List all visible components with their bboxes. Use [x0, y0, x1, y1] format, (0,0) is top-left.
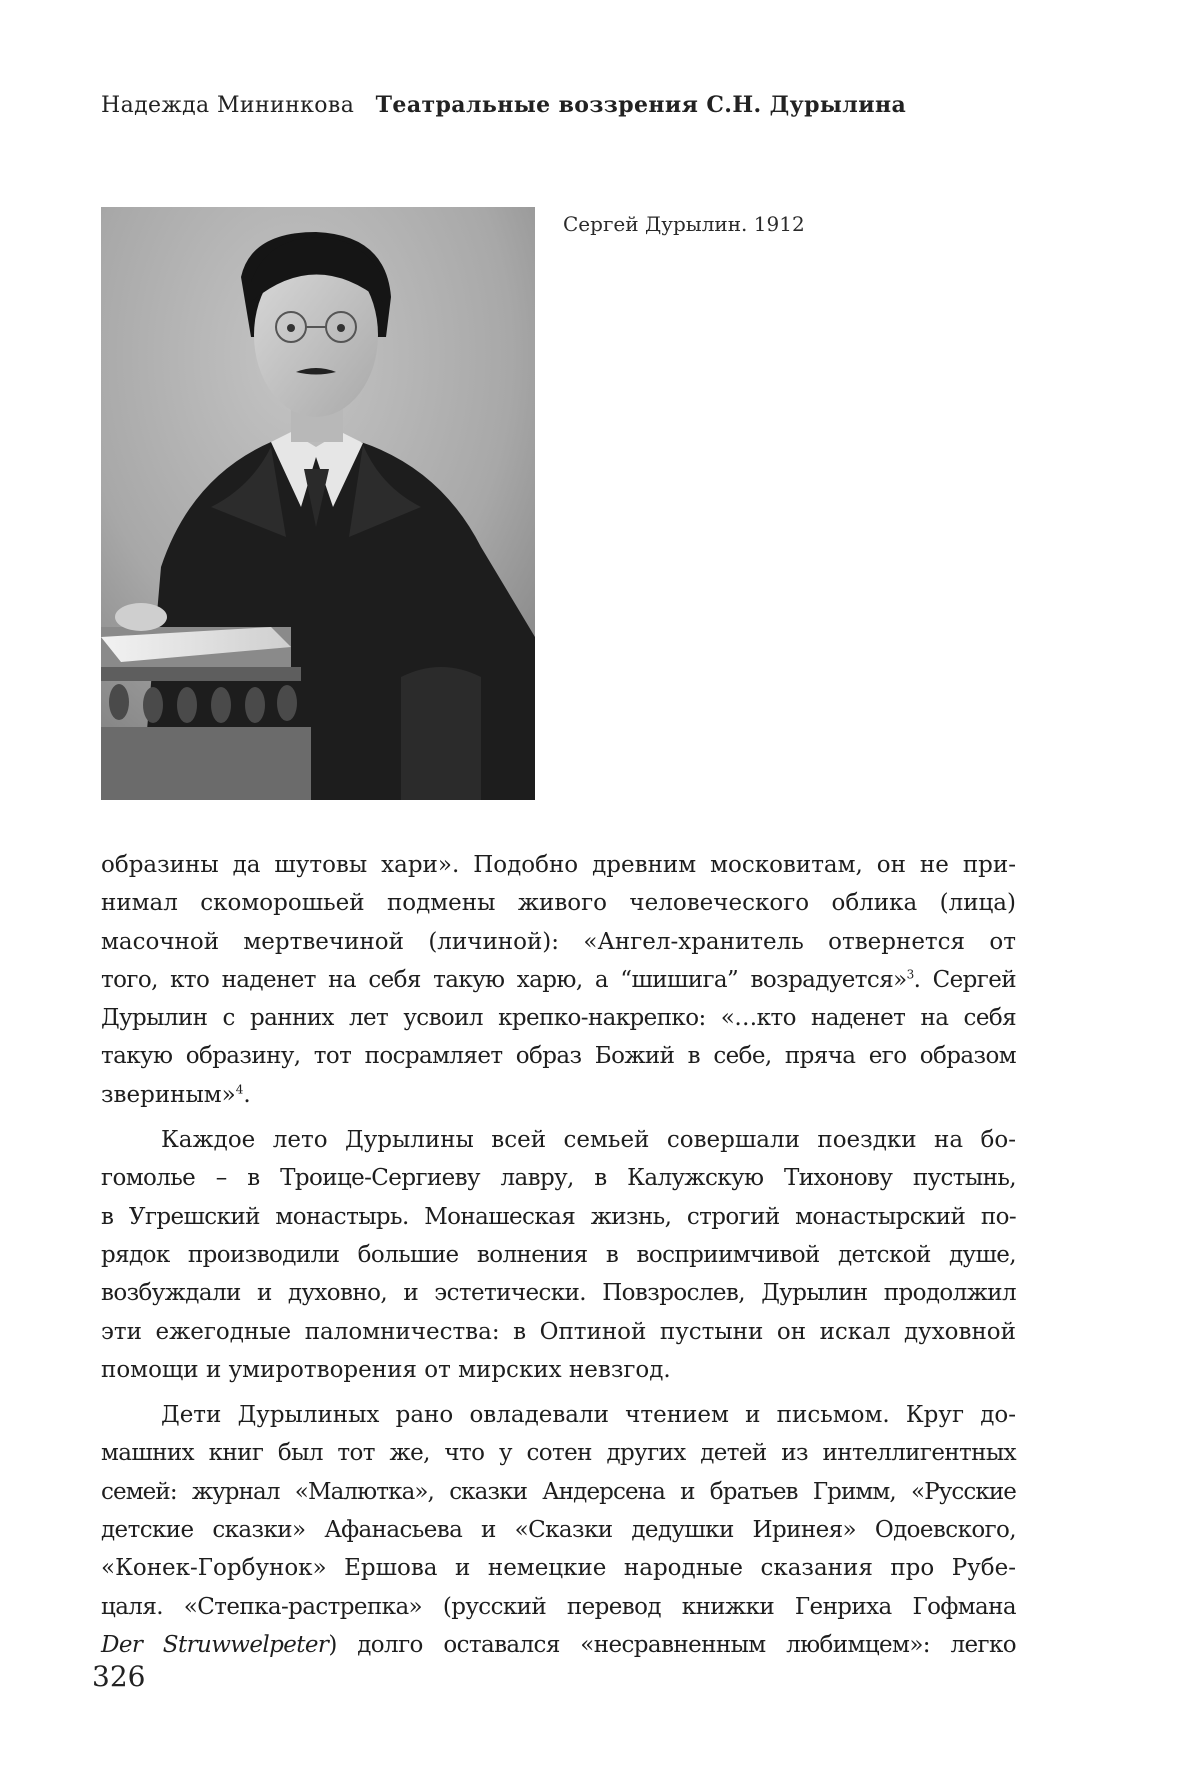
- text-line: эти ежегодные паломничества: в Оптиной пустыни он искал духовной: [101, 1318, 1016, 1345]
- text-line-italic-mixed: [101, 1626, 1016, 1664]
- text-line: в Угрешский монастырь. Монашеская жизнь, строгий монастырский по-: [101, 1203, 1016, 1230]
- text-line-with-footnote: [101, 961, 1016, 999]
- text-line: нимал скоморошьей подмены живого человеческого облика (лица): [101, 890, 1016, 917]
- text-line: цаля. «Степка-растрепка» (русский перевод книжки Генриха Гофмана: [101, 1593, 1016, 1620]
- text-line: звериным»: [101, 1081, 236, 1108]
- page-number: 326: [92, 1660, 146, 1693]
- text-line-tail: .: [243, 1081, 251, 1108]
- footnote-ref-4: 4: [235, 1082, 244, 1097]
- text-line: Каждое лето Дурылины всей семьей совершали поездки на бо-: [161, 1127, 1016, 1154]
- text-line: Дурылин с ранних лет усвоил крепко-накрепко: «…кто наденет на себя: [101, 1005, 1016, 1032]
- text-line-tail: ) долго оставался «несравненным любимцем»: легко: [328, 1631, 1016, 1658]
- text-line-tail: . Сергей: [913, 966, 1016, 993]
- text-line: того, кто наденет на себя такую харю, а “шишига” возрадуется»: [101, 966, 907, 993]
- footnote-ref-3: 3: [906, 967, 914, 982]
- header-author: Надежда Мининкова: [101, 93, 355, 118]
- italic-title: Der Struwwelpeter: [101, 1631, 329, 1658]
- text-line: машних книг был тот же, что у сотен других детей из интеллигентных: [101, 1440, 1016, 1467]
- text-line: помощи и умиротворения от мирских невзгод.: [101, 1356, 671, 1383]
- text-line-with-footnote: [101, 1076, 1016, 1114]
- portrait-photo-icon: [101, 207, 535, 800]
- text-line: такую образину, тот посрамляет образ Божий в себе, пряча его образом: [101, 1043, 1016, 1070]
- portrait-photo: [101, 207, 535, 800]
- figure-caption: Сергей Дурылин. 1912: [563, 212, 805, 236]
- text-line: семей: журнал «Малютка», сказки Андерсена и братьев Гримм, «Русские: [101, 1478, 1016, 1505]
- running-head: [101, 92, 906, 118]
- text-line: гомолье – в Троице-Сергиеву лавру, в Калужскую Тихонову пустынь,: [101, 1165, 1016, 1192]
- text-line: рядок производили большие волнения в восприимчивой детской душе,: [101, 1241, 1016, 1268]
- paragraph-3: [101, 1396, 1016, 1664]
- text-line: «Конек-Горбунок» Ершова и немецкие народные сказания про Рубе-: [101, 1555, 1016, 1582]
- text-line: Дети Дурылиных рано овладевали чтением и письмом. Круг до-: [161, 1402, 1016, 1429]
- header-title: Театральные воззрения С.Н. Дурылина: [375, 92, 907, 118]
- paragraph-1: [101, 846, 1016, 1114]
- text-line: масочной мертвечиной (личиной): «Ангел-хранитель отвернется от: [101, 928, 1016, 955]
- text-line: образины да шутовы хари». Подобно древним московитам, он не при-: [101, 852, 1016, 878]
- body-text: [101, 846, 1016, 1664]
- text-line: возбуждали и духовно, и эстетически. Повзрослев, Дурылин продолжил: [101, 1280, 1016, 1307]
- paragraph-2: [101, 1121, 1016, 1389]
- text-line: детские сказки» Афанасьева и «Сказки дедушки Иринея» Одоевского,: [101, 1517, 1016, 1544]
